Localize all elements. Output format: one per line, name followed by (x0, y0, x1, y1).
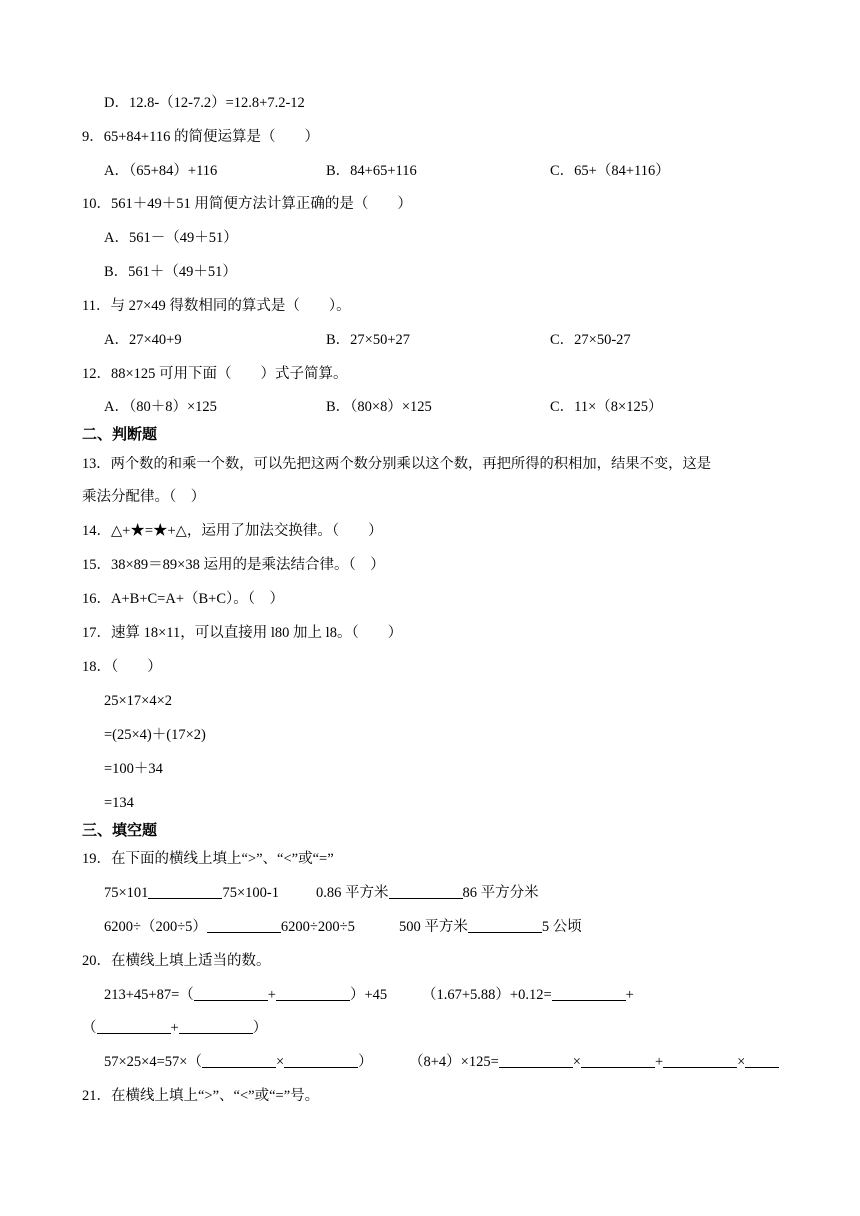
q19-b-right: 86 平方分米 (462, 885, 539, 901)
q15-stem: 15．38×89＝89×38 运用的是乘法结合律。（ ） (82, 557, 385, 573)
q20-row-1b (422, 986, 634, 1004)
q20-d-blank-2[interactable] (581, 1053, 655, 1068)
q12-option-b: B．（80×8）×125 (326, 399, 432, 415)
q19-b-blank[interactable] (389, 884, 463, 899)
q18-stem: 18．（ ） (82, 659, 162, 675)
q21-stem: 21．在横线上填上“>”、“<”或“=”号。 (82, 1088, 320, 1104)
q20-row-2b (409, 1053, 779, 1071)
section-heading-true-false: 二、判断题 (82, 425, 158, 443)
q19-a-blank[interactable] (148, 884, 222, 899)
q9-option-a: A．（65+84）+116 (104, 163, 218, 179)
q20-d-blank-3[interactable] (663, 1053, 737, 1068)
q20-c-times: × (275, 1054, 285, 1070)
q20-row-1b-cont (82, 1019, 267, 1037)
q20-stem: 20．在横线上填上适当的数。 (82, 953, 271, 969)
q12-option-c: C．11×（8×125） (550, 399, 663, 415)
q19-b-left: 0.86 平方米 (316, 885, 389, 901)
q20-row-1a (104, 986, 387, 1004)
q19-row-1b (316, 884, 539, 902)
q20-d-times-1: × (572, 1054, 581, 1070)
q20-c-blank-1[interactable] (202, 1053, 276, 1068)
q19-c-right: 6200÷200÷5 (280, 919, 355, 935)
section-heading-fill-blank: 三、填空题 (82, 821, 158, 839)
q18-line-3: =100＋34 (104, 761, 163, 777)
q20-c-pre: 57×25×4=57×（ (104, 1054, 202, 1070)
q20-c-blank-2[interactable] (284, 1053, 358, 1068)
q18-line-2: =(25×4)＋(17×2) (104, 727, 206, 743)
q11-option-c: C．27×50-27 (550, 332, 631, 348)
q19-row-1a (104, 884, 279, 902)
q10-option-a: A．561－（49＋51） (104, 230, 238, 246)
q19-c-left: 6200÷（200÷5） (104, 919, 207, 935)
q13-stem-line1: 13．两个数的和乘一个数，可以先把这两个数分别乘以这个数，再把所得的积相加，结果不变，这是 (82, 456, 712, 472)
q20-b-blank-1[interactable] (552, 986, 626, 1001)
q20-b-plus: + (625, 987, 634, 1003)
q18-line-1: 25×17×4×2 (104, 693, 173, 709)
q19-d-right: 5 公顷 (541, 919, 582, 935)
q20-d-blank-4[interactable] (745, 1053, 779, 1068)
q19-a-right: 75×100-1 (222, 885, 279, 901)
q13-stem-line2: 乘法分配律。（ ） (82, 489, 206, 505)
q9-option-b: B．84+65+116 (326, 163, 417, 179)
q20-b-pre: （1.67+5.88）+0.12= (422, 987, 552, 1003)
q19-row-2a (104, 918, 355, 936)
q10-option-b: B．561＋（49＋51） (104, 264, 237, 280)
q19-c-blank[interactable] (207, 918, 281, 933)
q20-b-blank-3[interactable] (179, 1019, 253, 1034)
q10-stem: 10．561＋49＋51 用简便方法计算正确的是（ ） (82, 196, 412, 212)
q19-d-left: 500 平方米 (399, 919, 468, 935)
q20-a-post: ）+45 (349, 987, 388, 1003)
q20-a-blank-2[interactable] (276, 986, 350, 1001)
q20-a-plus: + (267, 987, 276, 1003)
q19-a-left: 75×101 (104, 885, 149, 901)
q20-b-close: ） (252, 1020, 268, 1036)
q20-b-blank-2[interactable] (97, 1019, 171, 1034)
q19-row-2b (399, 918, 582, 936)
q20-b-open: （ (82, 1020, 97, 1036)
q20-d-blank-1[interactable] (499, 1053, 573, 1068)
q8-option-d: D．12.8-（12-7.2）=12.8+7.2-12 (104, 95, 305, 111)
q18-line-4: =134 (104, 795, 134, 811)
q12-option-a: A．（80＋8）×125 (104, 399, 217, 415)
q12-stem: 12．88×125 可用下面（ ）式子简算。 (82, 366, 348, 382)
q20-d-plus: + (654, 1054, 664, 1070)
q20-c-close: ） (358, 1054, 373, 1070)
q19-stem: 19．在下面的横线上填上“>”、“<”或“=” (82, 851, 334, 867)
q20-a-blank-1[interactable] (194, 986, 268, 1001)
q9-stem: 9．65+84+116 的简便运算是（ ） (82, 129, 319, 145)
q9-option-c: C．65+（84+116） (550, 163, 670, 179)
q11-option-b: B．27×50+27 (326, 332, 411, 348)
q11-stem: 11．与 27×49 得数相同的算式是（ ）。 (82, 298, 351, 314)
q20-a-pre: 213+45+87=（ (104, 987, 194, 1003)
q11-option-a: A．27×40+9 (104, 332, 182, 348)
q19-d-blank[interactable] (468, 918, 542, 933)
q17-stem: 17．速算 18×11，可以直接用 l80 加上 l8。（ ） (82, 625, 403, 641)
q20-d-times-2: × (737, 1054, 746, 1070)
q20-b-plus-2: + (170, 1020, 179, 1036)
q14-stem: 14．△+★=★+△，运用了加法交换律。（ ） (82, 523, 383, 539)
q16-stem: 16．A+B+C=A+（B+C）。（ ） (82, 591, 285, 607)
q20-d-pre: （8+4）×125= (409, 1054, 499, 1070)
q20-row-2a (104, 1053, 373, 1071)
